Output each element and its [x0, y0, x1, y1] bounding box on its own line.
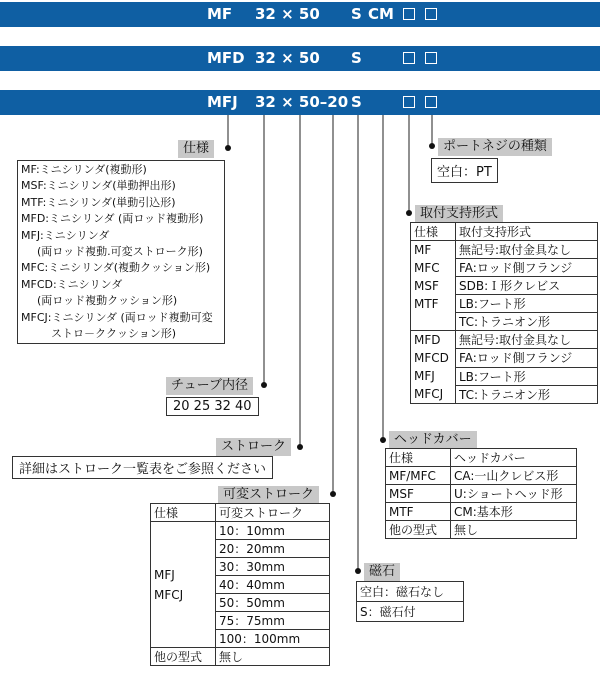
tube-label: チューブ内径: [166, 377, 253, 395]
bullet-icon: [406, 210, 412, 216]
table-cell: 無し: [451, 521, 577, 539]
table-header: 可変ストローク: [216, 504, 330, 522]
spec-item: MFC:ミニシリンダ(複動クッション形): [21, 261, 211, 275]
table-cell: FA:ロッド側フランジ: [456, 259, 598, 277]
head-label: ヘッドカバー: [389, 431, 477, 449]
bore-code-row3: 32 × 50–20: [255, 93, 349, 111]
table-cell: MF/MFC: [386, 467, 451, 485]
variable-models: MFJ MFCJ: [151, 522, 216, 648]
spec-item: MFCJ:ミニシリンダ (両ロッド複動可変: [21, 310, 213, 324]
bullet-icon: [355, 568, 361, 574]
table-cell: TC:トラニオン形: [456, 313, 598, 331]
mount-code-row1: CM: [368, 5, 394, 23]
spec-item: MFD:ミニシリンダ (両ロッド複動形): [21, 212, 204, 226]
table-header: 仕様: [411, 223, 456, 241]
table-cell: 空白：磁石なし: [357, 582, 464, 602]
table-cell: 30：30mm: [216, 558, 330, 576]
table-cell: 無記号:取付金具なし: [456, 241, 598, 259]
spec-item: MFJ:ミニシリンダ: [21, 228, 110, 242]
bullet-icon: [297, 444, 303, 450]
model-code-mf: MF: [207, 5, 233, 23]
table-cell: 10：10mm: [216, 522, 330, 540]
spec-label: 仕様: [178, 140, 214, 158]
magnet-code-row2: S: [351, 49, 362, 67]
bullet-icon: [261, 382, 267, 388]
bullet-icon: [429, 143, 435, 149]
table-header: ヘッドカバー: [451, 449, 577, 467]
stroke-note: 詳細はストローク一覧表をご参照ください: [12, 456, 273, 479]
table-cell: CA:一山クレビス形: [451, 467, 577, 485]
magnet-code-row1: S: [351, 5, 362, 23]
table-cell: LB:フート形: [456, 295, 598, 313]
table-cell: 他の型式: [151, 648, 216, 666]
mount-models-1: MF MFC MSF MTF: [411, 241, 456, 331]
table-header: 仕様: [386, 449, 451, 467]
table-cell: 他の型式: [386, 521, 451, 539]
table-cell: MSF: [386, 485, 451, 503]
bullet-icon: [380, 437, 386, 443]
spec-item: MSF:ミニシリンダ(単動押出形): [21, 179, 176, 193]
table-cell: 100：100mm: [216, 630, 330, 648]
table-header: 取付支持形式: [456, 223, 598, 241]
port-value: 空白：PT: [431, 158, 498, 183]
bore-code-row1: 32 × 50: [255, 5, 320, 23]
variable-table: [150, 503, 330, 666]
table-cell: 40：40mm: [216, 576, 330, 594]
magnet-code-row3: S: [351, 93, 362, 111]
bullet-icon: [330, 491, 336, 497]
magnet-label: 磁石: [364, 563, 400, 581]
variable-label: 可変ストローク: [218, 486, 319, 504]
table-cell: TC:トラニオン形: [456, 385, 598, 403]
table-cell: MTF: [386, 503, 451, 521]
mount-table: [410, 222, 598, 404]
table-cell: LB:フート形: [456, 367, 598, 385]
spec-item: MFCD:ミニシリンダ: [21, 277, 123, 291]
table-cell: 無記号:取付金具なし: [456, 331, 598, 349]
spec-list: [17, 160, 225, 344]
spec-item: MTF:ミニシリンダ(単動引込形): [21, 195, 176, 209]
bore-code-row2: 32 × 50: [255, 49, 320, 67]
table-cell: U:ショートヘッド形: [451, 485, 577, 503]
table-cell: 20：20mm: [216, 540, 330, 558]
table-cell: 50：50mm: [216, 594, 330, 612]
tube-values: 20 25 32 40: [166, 397, 259, 416]
bullet-icon: [225, 145, 231, 151]
spec-item: (両ロッド複動クッション形): [37, 294, 178, 308]
head-table: [385, 448, 577, 539]
table-cell: 75：75mm: [216, 612, 330, 630]
spec-item: (両ロッド複動.可変ストローク形): [37, 245, 203, 259]
magnet-table: [356, 581, 464, 622]
mount-models-2: MFD MFCD MFJ MFCJ: [411, 331, 456, 404]
table-cell: S：磁石付: [357, 602, 464, 622]
table-cell: SDB:Ｉ形クレビス: [456, 277, 598, 295]
model-code-mfj: MFJ: [207, 93, 238, 111]
table-cell: FA:ロッド側フランジ: [456, 349, 598, 367]
model-code-mfd: MFD: [207, 49, 245, 67]
spec-item: MF:ミニシリンダ(複動形): [21, 163, 147, 176]
stroke-label: ストローク: [216, 438, 291, 456]
mount-label: 取付支持形式: [415, 205, 503, 223]
table-header: 仕様: [151, 504, 216, 522]
table-cell: 無し: [216, 648, 330, 666]
spec-item: ストロ－ククッション形): [51, 327, 177, 341]
table-cell: CM:基本形: [451, 503, 577, 521]
port-label: ポートネジの種類: [438, 138, 552, 156]
